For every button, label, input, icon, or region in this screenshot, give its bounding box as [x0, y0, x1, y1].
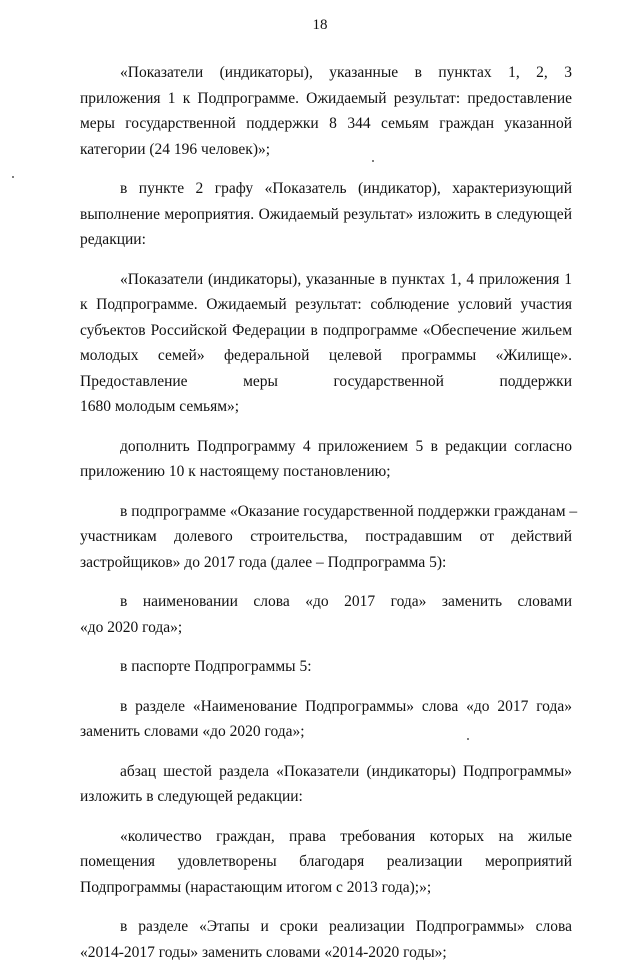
text-line: дополнить Подпрограмму 4 приложением 5 в редакции согласно: [120, 437, 572, 455]
paragraph: [80, 434, 572, 485]
text-line: в разделе «Наименование Подпрограммы» слова «до 2017 года»: [120, 697, 572, 715]
paragraph: [80, 499, 578, 576]
text-line: Предоставление меры государственной поддержки: [80, 372, 572, 390]
scan-speck: [12, 176, 14, 178]
text-line: помещения удовлетворены благодаря реализации мероприятий: [80, 853, 572, 870]
text-line: меры государственной поддержки 8 344 семьям граждан указанной: [80, 115, 572, 132]
text-line: субъектов Российской Федерации в подпрограмме «Обеспечение жильем: [80, 321, 572, 339]
text-line: изложить в следующей редакции:: [80, 788, 303, 805]
paragraph: [80, 589, 572, 640]
text-line: выполнение мероприятия. Ожидаемый результат» изложить в следующей: [80, 205, 572, 223]
text-line: «до 2020 года»;: [80, 618, 183, 636]
text-line: абзац шестой раздела «Показатели (индикаторы) Подпрограммы»: [120, 762, 572, 780]
text-line: 1680 молодым семьям»;: [80, 398, 240, 415]
text-line: в паспорте Подпрограммы 5:: [120, 658, 312, 675]
paragraph: [80, 914, 572, 965]
paragraph: [80, 267, 572, 420]
text-line: застройщиков» до 2017 года (далее – Подпрограмма 5):: [80, 553, 447, 571]
text-line: приложению 10 к настоящему постановлению;: [80, 463, 391, 480]
text-line: в подпрограмме «Оказание государственной поддержки гражданам –: [120, 502, 578, 520]
text-line: молодых семей» федеральной целевой программы «Жилище».: [80, 347, 572, 364]
text-line: «Показатели (индикаторы), указанные в пунктах 1, 2, 3: [120, 64, 572, 81]
text-line: заменить словами «до 2020 года»;: [80, 723, 305, 740]
paragraph: [80, 60, 572, 162]
page-number: 18: [312, 17, 328, 33]
paragraph: [80, 694, 572, 745]
text-line: в пункте 2 графу «Показатель (индикатор), характеризующий: [120, 180, 572, 197]
text-line: в разделе «Этапы и сроки реализации Подпрограммы» слова: [120, 918, 572, 935]
document-body: [80, 60, 578, 979]
paragraph: [80, 176, 572, 253]
text-line: категории (24 196 человек)»;: [80, 140, 271, 158]
scan-speck: [467, 738, 469, 740]
paragraph: [80, 654, 572, 680]
text-line: приложения 1 к Подпрограмме. Ожидаемый результат: предоставление: [80, 89, 572, 107]
text-line: участникам долевого строительства, пострадавшим от действий: [80, 528, 572, 545]
text-line: Подпрограммы (нарастающим итогом с 2013 года);»;: [80, 878, 432, 896]
text-line: к Подпрограмме. Ожидаемый результат: соблюдение условий участия: [80, 296, 572, 313]
text-line: «2014-2017 годы» заменить словами «2014-2020 годы»;: [80, 943, 447, 961]
text-line: «Показатели (индикаторы), указанные в пунктах 1, 4 приложения 1: [120, 270, 572, 288]
paragraph: [80, 824, 572, 901]
text-line: редакции:: [80, 231, 146, 248]
text-line: «количество граждан, права требования которых на жилые: [120, 827, 572, 845]
scan-speck: [372, 160, 374, 162]
text-line: в наименовании слова «до 2017 года» заменить словами: [120, 593, 572, 610]
paragraph: [80, 759, 572, 810]
